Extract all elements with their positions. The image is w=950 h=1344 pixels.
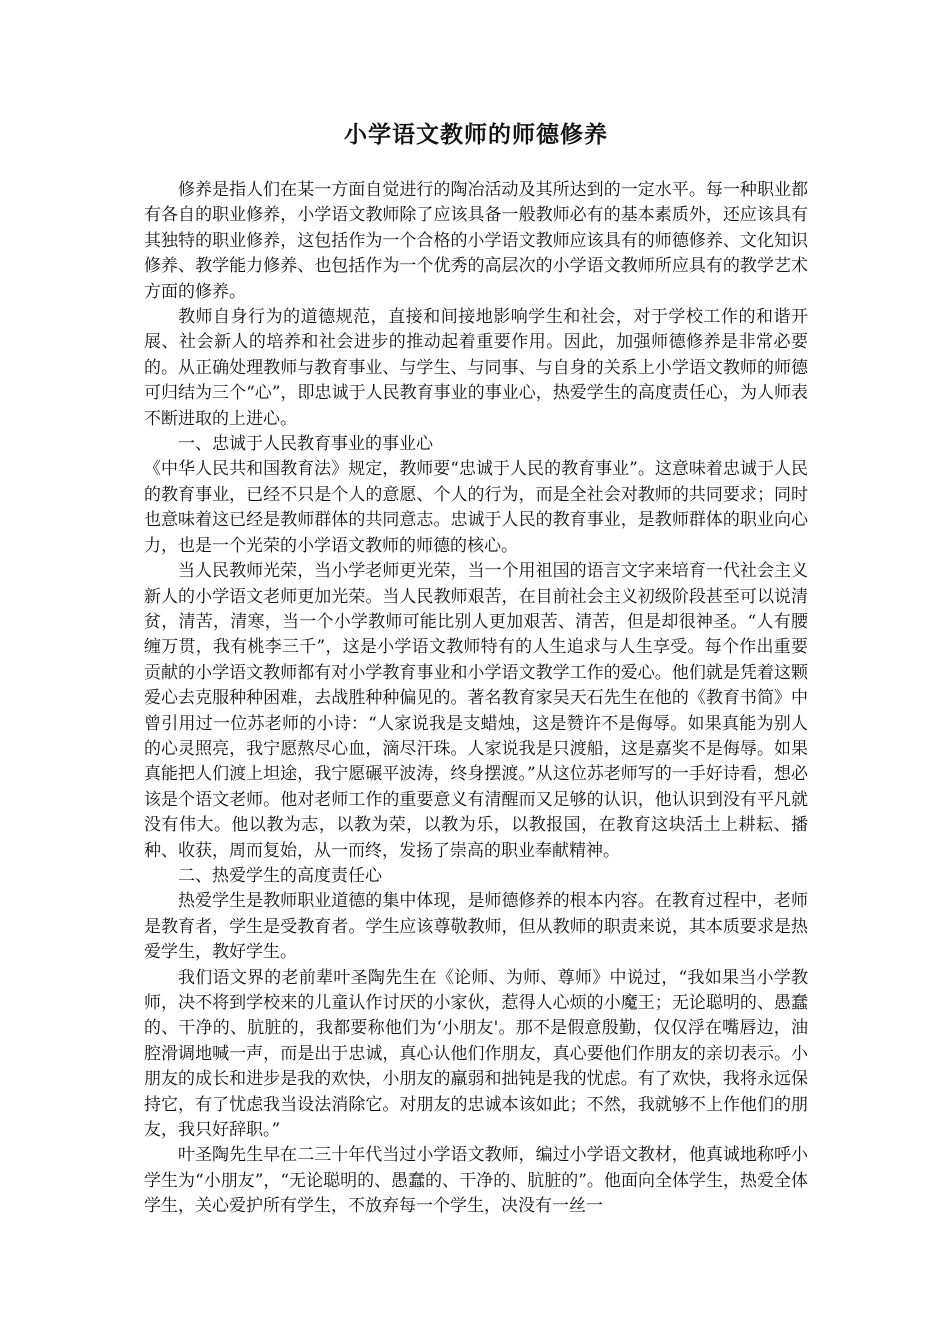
document-title: 小学语文教师的师德修养 (344, 121, 608, 148)
section-1-heading: 一、忠诚于人民教育事业的事业心 (178, 434, 433, 455)
section-2-paragraph-3: 叶圣陶先生早在二三十年代当过小学语文教师，编过小学语文教材，他真诚地称呼小学生为“小朋友”，“无论聪明的、愚蠢的、干净的、肮脏的”。他面向全体学生，热爱全体学生，关心爱护所有学生，不放弃每一个学生，决没有一丝一 (144, 1145, 808, 1217)
section-2-paragraph-2: 我们语文界的老前辈叶圣陶先生在《论师、为师、尊师》中说过，“我如果当小学教师，决不将到学校来的儿童认作讨厌的小家伙，惹得人心烦的小魔王；无论聪明的、愚蠢的、干净的、肮脏的，我都要称他们为‘小朋友'。那不是假意殷勤，仅仅浮在嘴唇边，油腔滑调地喊一声，而是出于忠诚，真心认他们作朋友，真心要他们作朋友的亲切表示。小朋友的成长和进步是我的欢快，小朋友的羸弱和拙钝是我的忧虑。有了欢快，我将永远保持它，有了忧虑我当设法消除它。对朋友的忠诚本该如此；不然，我就够不上作他们的朋友，我只好辞职。” (144, 967, 808, 1141)
section-2-paragraph-1: 热爱学生是教师职业道德的集中体现，是师德修养的根本内容。在教育过程中，老师是教育者，学生是受教育者。学生应该尊敬教师，但从教师的职责来说，其本质要求是热爱学生，教好学生。 (144, 891, 808, 963)
intro-paragraph-1: 修养是指人们在某一方面自觉进行的陶冶活动及其所达到的一定水平。每一种职业都有各自的职业修养，小学语文教师除了应该具备一般教师必有的基本素质外，还应该具有其独特的职业修养，这包括作为一个合格的小学语文教师应该具有的师德修养、文化知识修养、教学能力修养、也包括作为一个优秀的高层次的小学语文教师所应具有的教学艺术方面的修养。 (144, 180, 808, 302)
intro-paragraph-2: 教师自身行为的道德规范，直接和间接地影响学生和社会，对于学校工作的和谐开展、社会新人的培养和社会进步的推动起着重要作用。因此，加强师德修养是非常必要的。从正确处理教师与教育事业、与学生、与同事、与自身的关系上小学语文教师的师德可归结为三个“心”，即忠诚于人民教育事业的事业心，热爱学生的高度责任心，为人师表不断进取的上进心。 (144, 307, 808, 429)
section-1-paragraph-2: 当人民教师光荣，当小学老师更光荣，当一个用祖国的语言文字来培育一代社会主义新人的小学语文老师更加光荣。当人民教师艰苦，在目前社会主义初级阶段甚至可以说清贫，清苦，清寒，当一个小学教师可能比别人更加艰苦、清苦，但是却很神圣。“人有腰缠万贯，我有桃李三千”，这是小学语文教师特有的人生追求与人生享受。每个作出重要贡献的小学语文教师都有对小学教育事业和小学语文教学工作的爱心。他们就是凭着这颗爱心去克服种种困难，去战胜种种偏见的。著名教育家吴天石先生在他的《教育书简》中曾引用过一位苏老师的小诗：“人家说我是支蜡烛，这是赞许不是侮辱。如果真能为别人的心灵照亮，我宁愿熬尽心血，滴尽汗珠。人家说我是只渡船，这是嘉奖不是侮辱。如果真能把人们渡上坦途，我宁愿碾平波涛，终身摆渡。”从这位苏老师写的一手好诗看，想必该是个语文老师。他对老师工作的重要意义有清醒而又足够的认识，他认识到没有平凡就没有伟大。他以教为志，以教为荣，以教为乐，以教报国，在教育这块活土上耕耘、播种、收获，周而复始，从一而终，发扬了崇高的职业奉献精神。 (144, 561, 808, 861)
section-2-heading: 二、热爱学生的高度责任心 (178, 865, 382, 886)
document-page (144, 118, 808, 1220)
section-1-paragraph-1: 《中华人民共和国教育法》规定，教师要“忠诚于人民的教育事业”。这意味着忠诚于人民的教育事业，已经不只是个人的意愿、个人的行为，而是全社会对教师的共同要求；同时也意味着这已经是教师群体的共同意志。忠诚于人民的教育事业，是教师群体的职业向心力，也是一个光荣的小学语文教师的师德的核心。 (144, 459, 808, 556)
